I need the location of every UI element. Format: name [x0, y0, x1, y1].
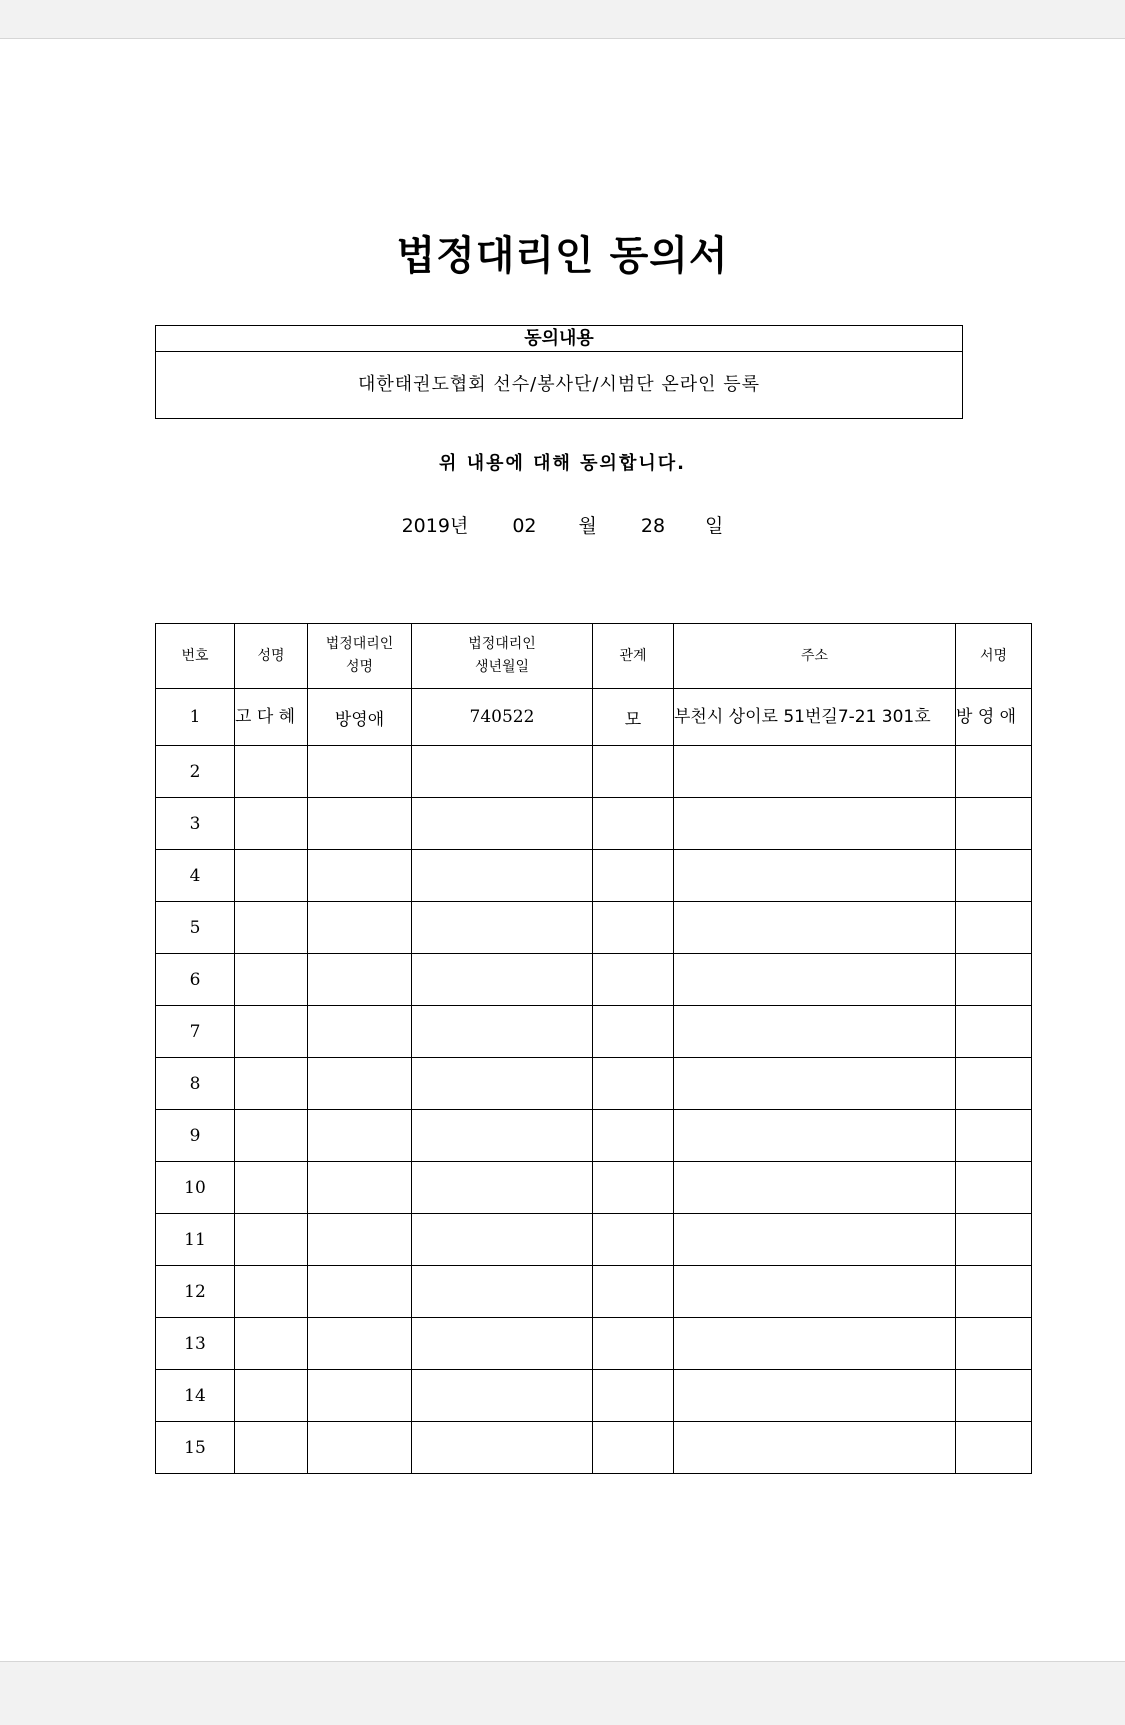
cell-guardian-birth — [412, 1110, 593, 1162]
cell-guardian-name — [308, 850, 412, 902]
cell-guardian-name — [308, 1110, 412, 1162]
cell-name — [235, 1110, 308, 1162]
cell-guardian-birth — [412, 1318, 593, 1370]
cell-signature — [956, 850, 1032, 902]
cell-no: 13 — [156, 1318, 235, 1370]
cell-signature — [956, 746, 1032, 798]
consent-header: 동의내용 — [156, 326, 962, 352]
cell-address — [674, 1318, 956, 1370]
cell-signature — [956, 1318, 1032, 1370]
cell-guardian-birth — [412, 954, 593, 1006]
cell-guardian-name: 방영애 — [308, 689, 412, 746]
viewer-bottom-bar — [0, 1661, 1125, 1725]
agree-statement: 위 내용에 대해 동의합니다. — [439, 453, 686, 474]
table-row — [156, 689, 1032, 746]
cell-address — [674, 850, 956, 902]
table-row — [156, 1422, 1032, 1474]
cell-address — [674, 954, 956, 1006]
table-row — [156, 1266, 1032, 1318]
cell-guardian-name — [308, 1162, 412, 1214]
cell-guardian-name — [308, 1214, 412, 1266]
consent-body: 대한태권도협회 선수/봉사단/시범단 온라인 등록 — [357, 374, 761, 395]
cell-address — [674, 1006, 956, 1058]
cell-guardian-birth — [412, 746, 593, 798]
cell-guardian-birth — [412, 798, 593, 850]
cell-address — [674, 1110, 956, 1162]
cell-relation — [593, 1266, 674, 1318]
cell-relation — [593, 902, 674, 954]
table-row — [156, 850, 1032, 902]
cell-no: 5 — [156, 902, 235, 954]
cell-relation — [593, 850, 674, 902]
table-row — [156, 1318, 1032, 1370]
cell-guardian-birth — [412, 1214, 593, 1266]
date-month: 02 — [512, 515, 537, 537]
cell-address — [674, 1266, 956, 1318]
header-no: 번호 — [156, 624, 235, 689]
cell-relation — [593, 798, 674, 850]
date-line — [0, 511, 1125, 538]
cell-signature — [956, 1266, 1032, 1318]
cell-name — [235, 1266, 308, 1318]
cell-signature — [956, 902, 1032, 954]
cell-guardian-birth — [412, 1422, 593, 1474]
cell-name — [235, 1162, 308, 1214]
cell-guardian-name — [308, 1058, 412, 1110]
cell-no: 15 — [156, 1422, 235, 1474]
cell-address — [674, 1370, 956, 1422]
table-row — [156, 1370, 1032, 1422]
cell-relation — [593, 1370, 674, 1422]
cell-address — [674, 1058, 956, 1110]
cell-guardian-birth: 740522 — [412, 689, 593, 746]
cell-address — [674, 1162, 956, 1214]
table-row — [156, 1214, 1032, 1266]
cell-no: 11 — [156, 1214, 235, 1266]
cell-name — [235, 1006, 308, 1058]
cell-guardian-birth — [412, 1006, 593, 1058]
table-row — [156, 1110, 1032, 1162]
cell-signature — [956, 1110, 1032, 1162]
cell-name — [235, 954, 308, 1006]
table-row — [156, 1058, 1032, 1110]
cell-name — [235, 850, 308, 902]
cell-name — [235, 1422, 308, 1474]
cell-name — [235, 746, 308, 798]
document-title: 법정대리인 동의서 — [396, 233, 729, 279]
cell-signature — [956, 1162, 1032, 1214]
cell-name — [235, 1370, 308, 1422]
header-guardian-birth: 법정대리인 생년월일 — [412, 624, 593, 689]
header-guardian-name: 법정대리인 성명 — [308, 624, 412, 689]
cell-signature — [956, 1058, 1032, 1110]
header-address: 주소 — [674, 624, 956, 689]
cell-guardian-name — [308, 902, 412, 954]
cell-no: 12 — [156, 1266, 235, 1318]
cell-no: 1 — [156, 689, 235, 746]
cell-name — [235, 1058, 308, 1110]
cell-name — [235, 798, 308, 850]
cell-relation — [593, 1110, 674, 1162]
cell-guardian-name — [308, 798, 412, 850]
cell-guardian-birth — [412, 1162, 593, 1214]
table-row — [156, 746, 1032, 798]
cell-address — [674, 1214, 956, 1266]
cell-relation — [593, 1214, 674, 1266]
roster-table — [155, 623, 1032, 1474]
cell-guardian-birth — [412, 850, 593, 902]
date-month-unit: 월 — [578, 515, 597, 537]
cell-no: 10 — [156, 1162, 235, 1214]
cell-address: 부천시 상이로 51번길7-21 301호 — [674, 689, 956, 746]
cell-signature — [956, 1370, 1032, 1422]
cell-relation — [593, 1162, 674, 1214]
date-year: 2019년 — [401, 515, 469, 537]
cell-signature: 방 영 애 — [956, 689, 1032, 746]
cell-guardian-name — [308, 954, 412, 1006]
table-row — [156, 902, 1032, 954]
cell-name: 고 다 혜 — [235, 689, 308, 746]
cell-relation — [593, 954, 674, 1006]
cell-guardian-birth — [412, 1370, 593, 1422]
table-row — [156, 798, 1032, 850]
table-row — [156, 1006, 1032, 1058]
cell-relation — [593, 1058, 674, 1110]
header-name: 성명 — [235, 624, 308, 689]
document-page — [0, 39, 1125, 1661]
cell-signature — [956, 1006, 1032, 1058]
cell-name — [235, 902, 308, 954]
cell-guardian-name — [308, 1318, 412, 1370]
table-header-row — [156, 624, 1032, 689]
cell-no: 14 — [156, 1370, 235, 1422]
cell-signature — [956, 1422, 1032, 1474]
cell-no: 9 — [156, 1110, 235, 1162]
cell-address — [674, 1422, 956, 1474]
cell-name — [235, 1214, 308, 1266]
cell-no: 4 — [156, 850, 235, 902]
cell-address — [674, 746, 956, 798]
cell-no: 3 — [156, 798, 235, 850]
cell-relation — [593, 1422, 674, 1474]
cell-signature — [956, 954, 1032, 1006]
viewer-top-bar — [0, 0, 1125, 39]
table-row — [156, 954, 1032, 1006]
cell-name — [235, 1318, 308, 1370]
cell-address — [674, 902, 956, 954]
cell-address — [674, 798, 956, 850]
cell-guardian-name — [308, 746, 412, 798]
cell-no: 6 — [156, 954, 235, 1006]
cell-guardian-name — [308, 1006, 412, 1058]
cell-relation — [593, 1318, 674, 1370]
cell-guardian-name — [308, 1266, 412, 1318]
cell-signature — [956, 1214, 1032, 1266]
cell-guardian-birth — [412, 902, 593, 954]
cell-no: 2 — [156, 746, 235, 798]
cell-no: 7 — [156, 1006, 235, 1058]
cell-guardian-birth — [412, 1266, 593, 1318]
consent-box — [155, 325, 963, 419]
cell-guardian-birth — [412, 1058, 593, 1110]
cell-relation — [593, 746, 674, 798]
date-day: 28 — [640, 515, 666, 537]
cell-guardian-name — [308, 1370, 412, 1422]
cell-relation — [593, 1006, 674, 1058]
cell-signature — [956, 798, 1032, 850]
date-day-unit: 일 — [705, 515, 724, 537]
table-row — [156, 1162, 1032, 1214]
header-signature: 서명 — [956, 624, 1032, 689]
cell-no: 8 — [156, 1058, 235, 1110]
header-relation: 관계 — [593, 624, 674, 689]
cell-guardian-name — [308, 1422, 412, 1474]
cell-relation: 모 — [593, 689, 674, 746]
